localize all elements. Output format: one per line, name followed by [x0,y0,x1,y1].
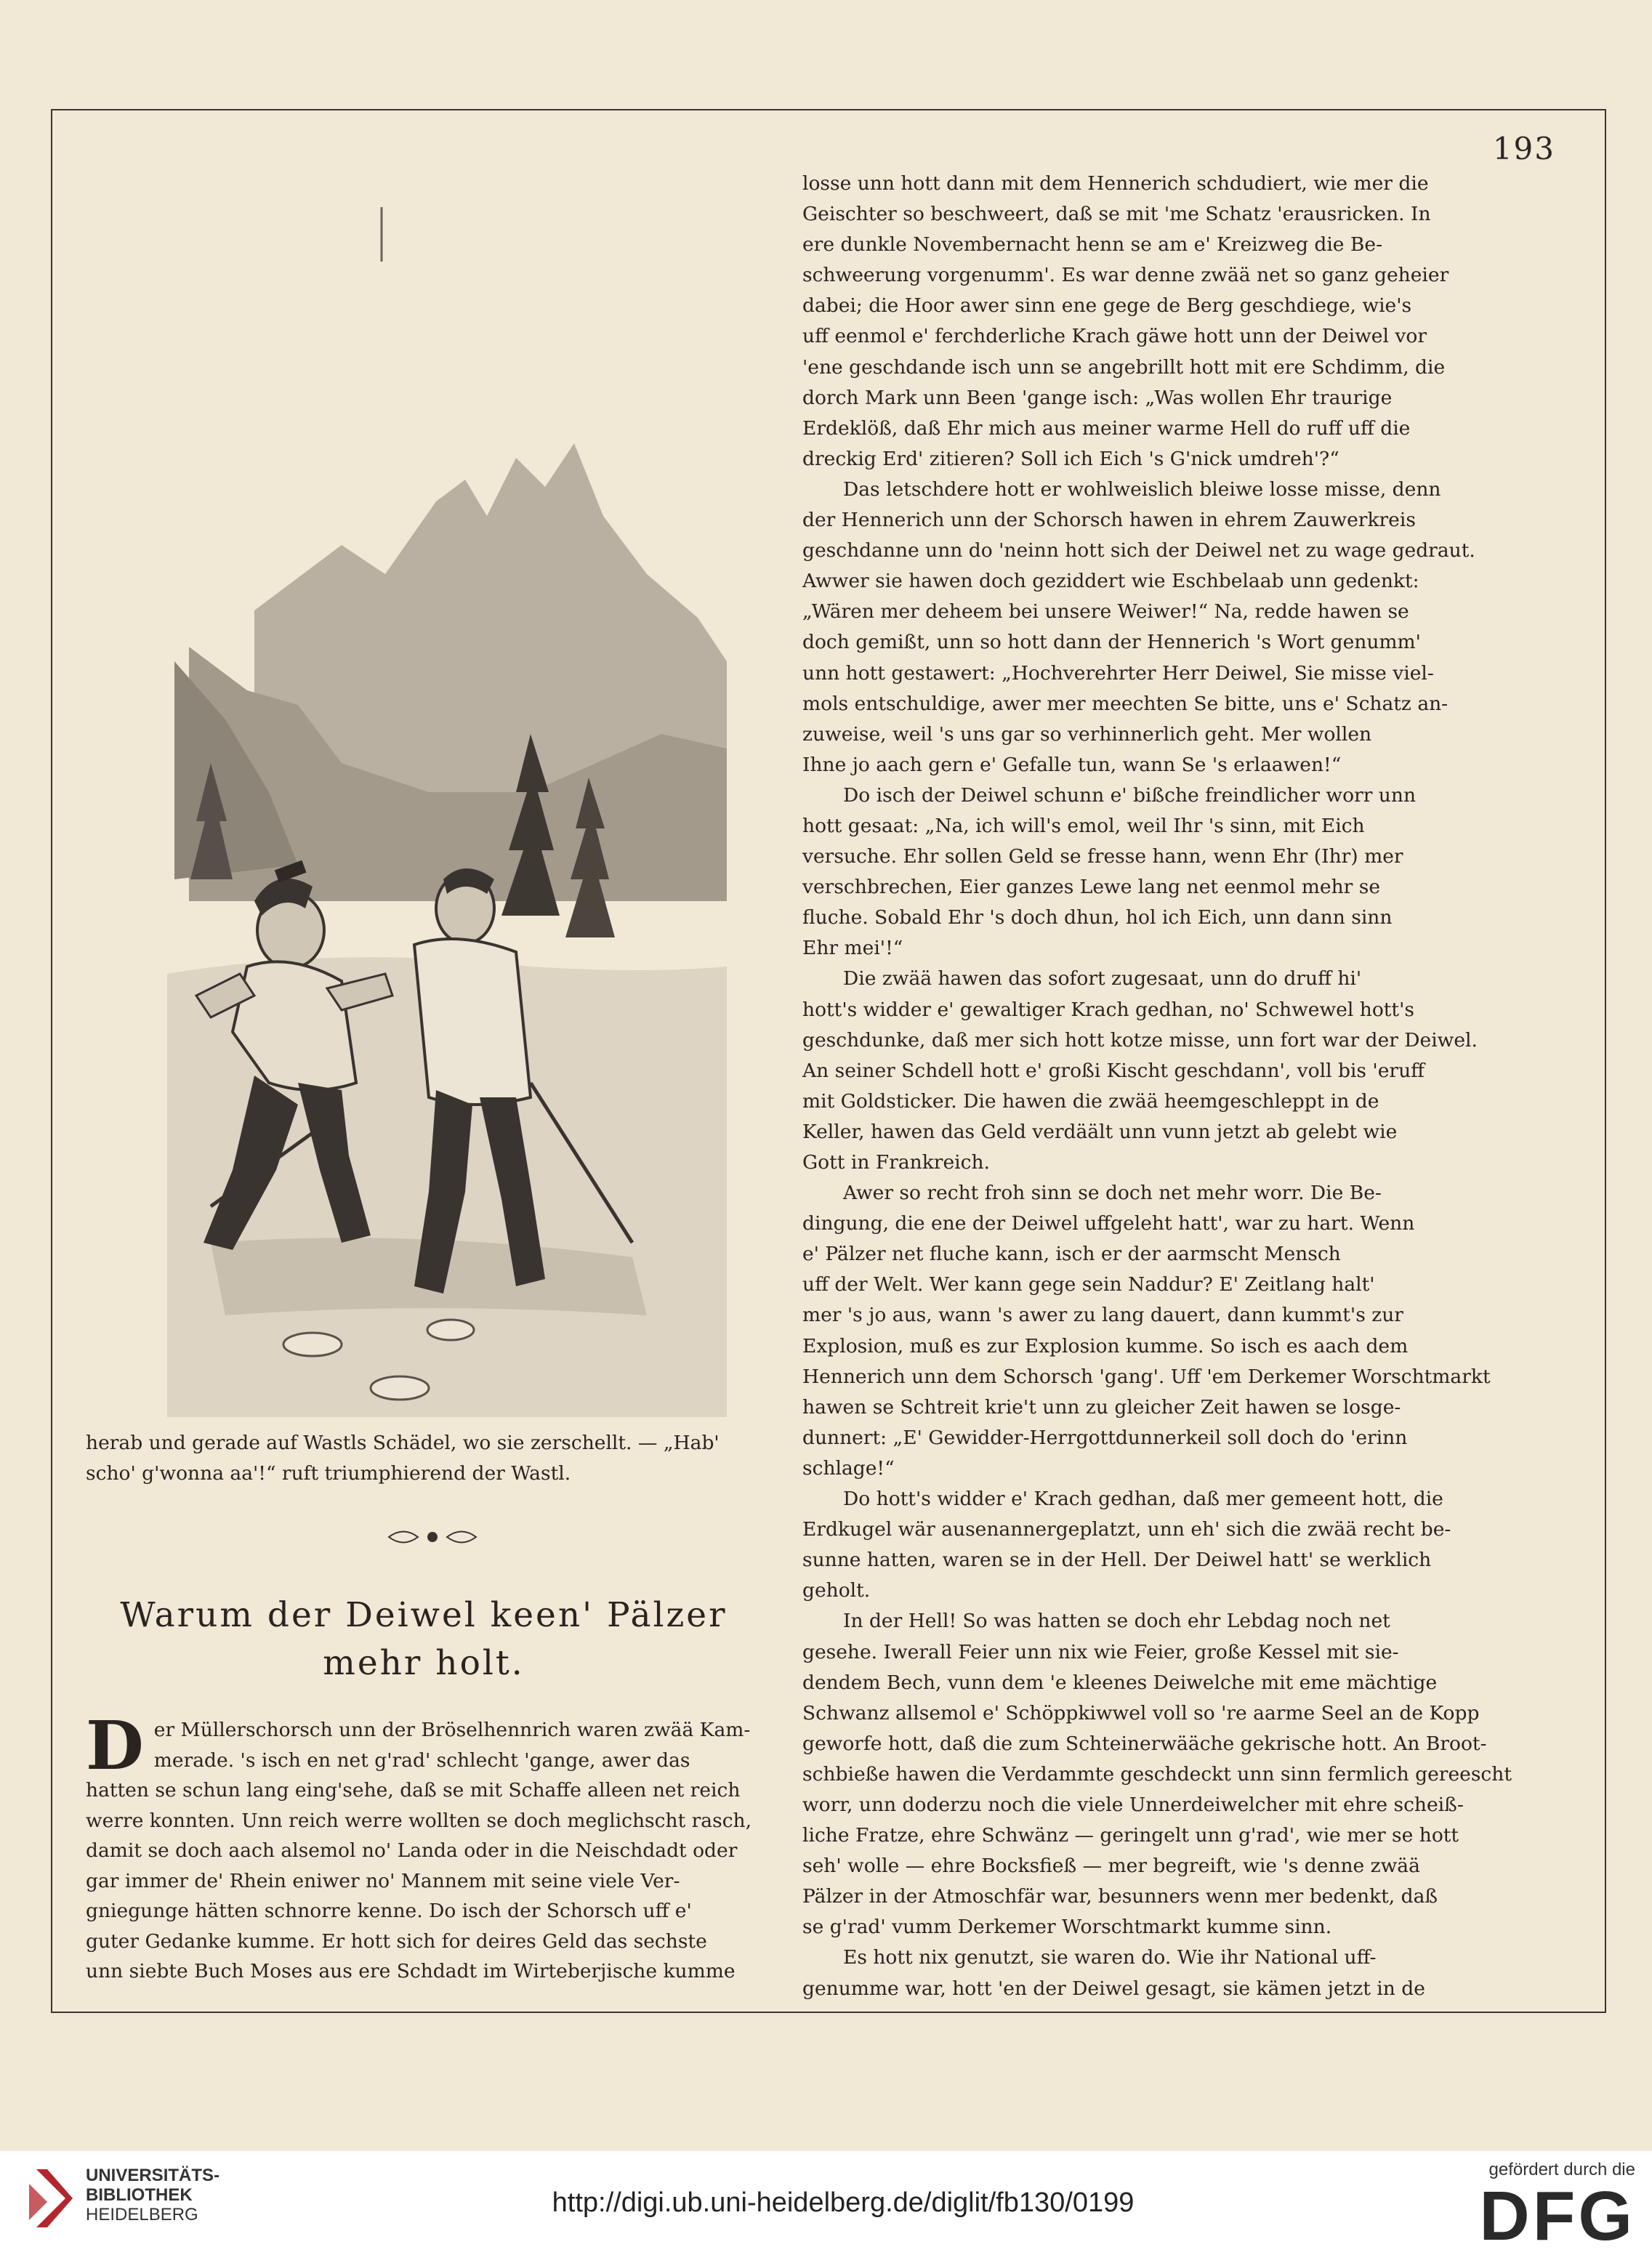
right-column-line: genumme war, hott 'en der Deiwel gesagt, sie kämen jetzt in de [802,1977,1425,2000]
right-column-line: Do hott's widder e' Krach gedhan, daß mer gemeent hott, die [843,1488,1443,1511]
right-column-line: Explosion, muß es zur Explosion kumme. So isch es aach dem [802,1334,1409,1358]
right-column-line: liche Fratze, ehre Schwänz — geringelt unn g'rad', wie mer se hott [802,1824,1459,1847]
right-column-line: Awwer sie hawen doch geziddert wie Eschbelaab unn gedenkt: [802,570,1419,593]
library-name [86,2166,304,2224]
right-column-line: dendem Bech, vunn dem 'e kleenes Deiwelche mit eme mächtige [802,1671,1438,1694]
article-line: gniegunge hätten schnorre kenne. Do isch der Schorsch uff e' [86,1900,692,1922]
right-column-line: Hennerich unn dem Schorsch 'gang'. Uff 'em Derkemer Worschtmarkt [802,1365,1491,1388]
illustration [124,138,741,1417]
right-column-line: fluche. Sobald Ehr 's doch dhun, hol ich Eich, unn dann sinn [802,906,1393,929]
dropcap: D [86,1706,144,1785]
right-column-line: unn hott gestawert: „Hochverehrter Herr Deiwel, Sie misse viel- [802,661,1434,685]
right-column-line: Awer so recht froh sinn se doch net mehr worr. Die Be- [843,1182,1382,1205]
stone-2 [427,1320,474,1340]
source-url-link[interactable]: http://digi.ub.uni-heidelberg.de/diglit/fb130/0199 [552,2187,1135,2218]
article-line: gar immer de' Rhein eniwer no' Mannem mit seine viele Ver- [86,1869,680,1892]
right-column-line: An seiner Schdell hott e' großi Kischt geschdann', voll bis 'eruff [802,1059,1425,1082]
right-column-line: uff eenmol e' ferchderliche Krach gäwe hott unn der Deiwel vor [802,325,1427,348]
right-column-line: Ehr mei'!“ [802,937,903,960]
library-name-line-3: HEIDELBERG [86,2205,198,2224]
article-title-line-2: mehr holt. [323,1643,525,1683]
illustration-svg [124,138,741,1417]
right-column-line: worr, unn doderzu noch die viele Unnerdeiwelcher mit ehre scheiß- [802,1793,1464,1816]
right-column-line: Erdkugel wär ausenannergeplatzt, unn eh' sich die zwää recht be- [802,1518,1451,1541]
right-column-line: versuche. Ehr sollen Geld se fresse hann, wenn Ehr (Ihr) mer [802,845,1403,868]
right-column-line: Geischter so beschweert, daß se mit 'me Schatz 'erausricken. In [802,203,1431,226]
right-column-line: seh' wolle — ehre Bocksfieß — mer begreift, wie 's denne zwää [802,1855,1420,1878]
right-column-line: In der Hell! So was hatten se doch ehr Lebdag noch net [843,1610,1390,1633]
ornament-icon [385,1522,480,1552]
right-column-line: se g'rad' vumm Derkemer Worschtmarkt kumme sinn. [802,1916,1332,1939]
library-name-line-2: BIBLIOTHEK [86,2185,193,2205]
right-column-line: der Hennerich unn der Schorsch hawen in ehrem Zauwerkreis [802,509,1416,532]
right-column-line: Die zwää hawen das sofort zugesaat, unn do druff hi' [843,967,1362,991]
right-column-line: 'ene geschdande isch unn se angebrillt hott mit ere Schdimm, die [802,355,1446,379]
article-line: er Müllerschorsch unn der Bröselhennrich waren zwää Kam- [153,1719,751,1741]
right-column-line: geschdunke, daß mer sich hott kotze misse, unn fort war der Deiwel. [802,1028,1478,1052]
right-column-line: hott's widder e' gewaltiger Krach gedhan, no' Schwewel hott's [802,998,1414,1021]
right-column-line: dabei; die Hoor awer sinn ene gege de Berg geschdiege, wie's [802,294,1412,318]
right-column-line: mer 's jo aus, wann 's awer zu lang dauert, dann kummt's zur [802,1304,1403,1327]
right-column-line: Do isch der Deiwel schunn e' bißche freindlicher worr unn [843,783,1417,807]
right-column-line: verschbrechen, Eier ganzes Lewe lang net eenmol mehr se [802,876,1381,899]
illustration-caption [86,1428,762,1488]
right-column-line: geschdanne unn do 'neinn hott sich der Deiwel net zu wage gedraut. [802,539,1475,562]
right-column-line: Das letschdere hott er wohlweislich bleiwe losse misse, denn [843,477,1441,501]
right-column-line: mit Goldsticker. Die hawen die zwää heemgeschleppt in de [802,1089,1379,1113]
article-line: unn siebte Buch Moses aus ere Schdadt im Wirteberjische kumme [86,1960,736,1982]
stone-1 [283,1333,342,1356]
right-column [802,169,1529,2004]
right-column-line: zuweise, weil 's uns gar so verhinnerlich geht. Mer wollen [802,722,1372,746]
right-column-line: hott gesaat: „Na, ich will's emol, weil Ihr 's sinn, mit Eich [802,814,1365,837]
article-line: guter Gedanke kumme. Er hott sich for deires Geld das sechste [86,1929,707,1953]
right-column-line: mols entschuldige, awer mer meechten Se bitte, uns e' Schatz an- [802,692,1448,715]
page-number: 193 [1492,131,1555,166]
right-column-line: Erdeklöß, daß Ehr mich aus meiner warme Hell do ruff uff die [802,416,1411,440]
article-line: damit se doch aach alsemol no' Landa oder in die Neischdadt oder [86,1839,738,1862]
article-body [86,1706,762,1987]
right-column-line: dunnert: „E' Gewidder-Herrgottdunnerkeil soll doch do 'erinn [802,1426,1408,1449]
right-column-line: gesehe. Iwerall Feier unn nix wie Feier, große Kessel mit sie- [802,1640,1399,1663]
library-name-line-1: UNIVERSITÄTS- [86,2166,220,2185]
right-column-line: Es hott nix genutzt, sie waren do. Wie ihr National uff- [843,1946,1377,1969]
funded-by-text: gefördert durch die [1488,2160,1635,2179]
right-column-line: Pälzer in der Atmoschfär war, besunners wenn mer bedenkt, daß [802,1885,1438,1908]
university-library-logo-icon [29,2162,73,2235]
article-title [86,1592,762,1687]
right-column-line: losse unn hott dann mit dem Hennerich schdudiert, wie mer die [802,172,1429,195]
right-column-line: geworfe hott, daß die zum Schteinerwääche gekrische hott. An Broot- [802,1732,1487,1755]
right-column-line: Ihne jo aach gern e' Gefalle tun, wann Se 's erlaawen!“ [802,753,1342,776]
right-column-line: e' Pälzer net fluche kann, isch er der aarmscht Mensch [802,1243,1341,1266]
right-column-line: dreckig Erd' zitieren? Soll ich Eich 's G'nick umdreh'?“ [802,447,1339,470]
right-column-line: sunne hatten, waren se in der Hell. Der Deiwel hatt' se werklich [802,1549,1432,1572]
right-column-line: geholt. [802,1579,871,1602]
article-title-line-1: Warum der Deiwel keen' Pälzer [120,1595,728,1635]
right-column-line: ere dunkle Novembernacht henn se am e' Kreizweg die Be- [802,233,1383,257]
right-column-line: uff der Welt. Wer kann gege sein Naddur? E' Zeitlang halt' [802,1273,1375,1296]
right-column-line: „Wären mer deheem bei unsere Weiwer!“ Na, redde hawen se [802,600,1409,624]
right-column-line: hawen se Schtreit krie't unn zu gleicher Zeit hawen se losge- [802,1395,1401,1419]
stone-3 [371,1376,429,1400]
dfg-logo: DFG [1479,2177,1635,2255]
right-column-line: dingung, die ene der Deiwel uffgeleht hatt', war zu hart. Wenn [802,1212,1415,1235]
right-column-line: Gott in Frankreich. [802,1151,990,1174]
right-column-line: Schwanz allsemol e' Schöppkiwwel voll so 're aarme Seel an de Kopp [802,1701,1480,1724]
right-column-line: schweerung vorgenumm'. Es war denne zwää net so ganz geheier [802,264,1449,287]
right-column-line: doch gemißt, unn so hott dann der Hennerich 's Wort genumm' [802,631,1421,654]
article-line: hatten se schun lang eing'sehe, daß se mit Schaffe alleen net reich [86,1779,741,1802]
article-line: werre konnten. Unn reich werre wollten se doch meglichscht rasch, [86,1809,752,1832]
right-column-line: Keller, hawen das Geld verdäält unn vunn jetzt ab gelebt wie [802,1120,1398,1143]
caption-line-2: scho' g'wonna aa'!“ ruft triumphierend der Wastl. [86,1461,571,1485]
caption-line-1: herab und gerade auf Wastls Schädel, wo sie zerschellt. — „Hab' [86,1432,720,1454]
article-line: merade. 's isch en net g'rad' schlecht 'gange, awer das [153,1748,690,1772]
right-column-line: schlage!“ [802,1456,895,1480]
right-column-line: dorch Mark unn Been 'gange isch: „Was wollen Ehr traurige [802,386,1393,409]
right-column-line: schbieße hawen die Verdammte geschdeckt unn sinn fermlich gereescht [802,1762,1512,1786]
